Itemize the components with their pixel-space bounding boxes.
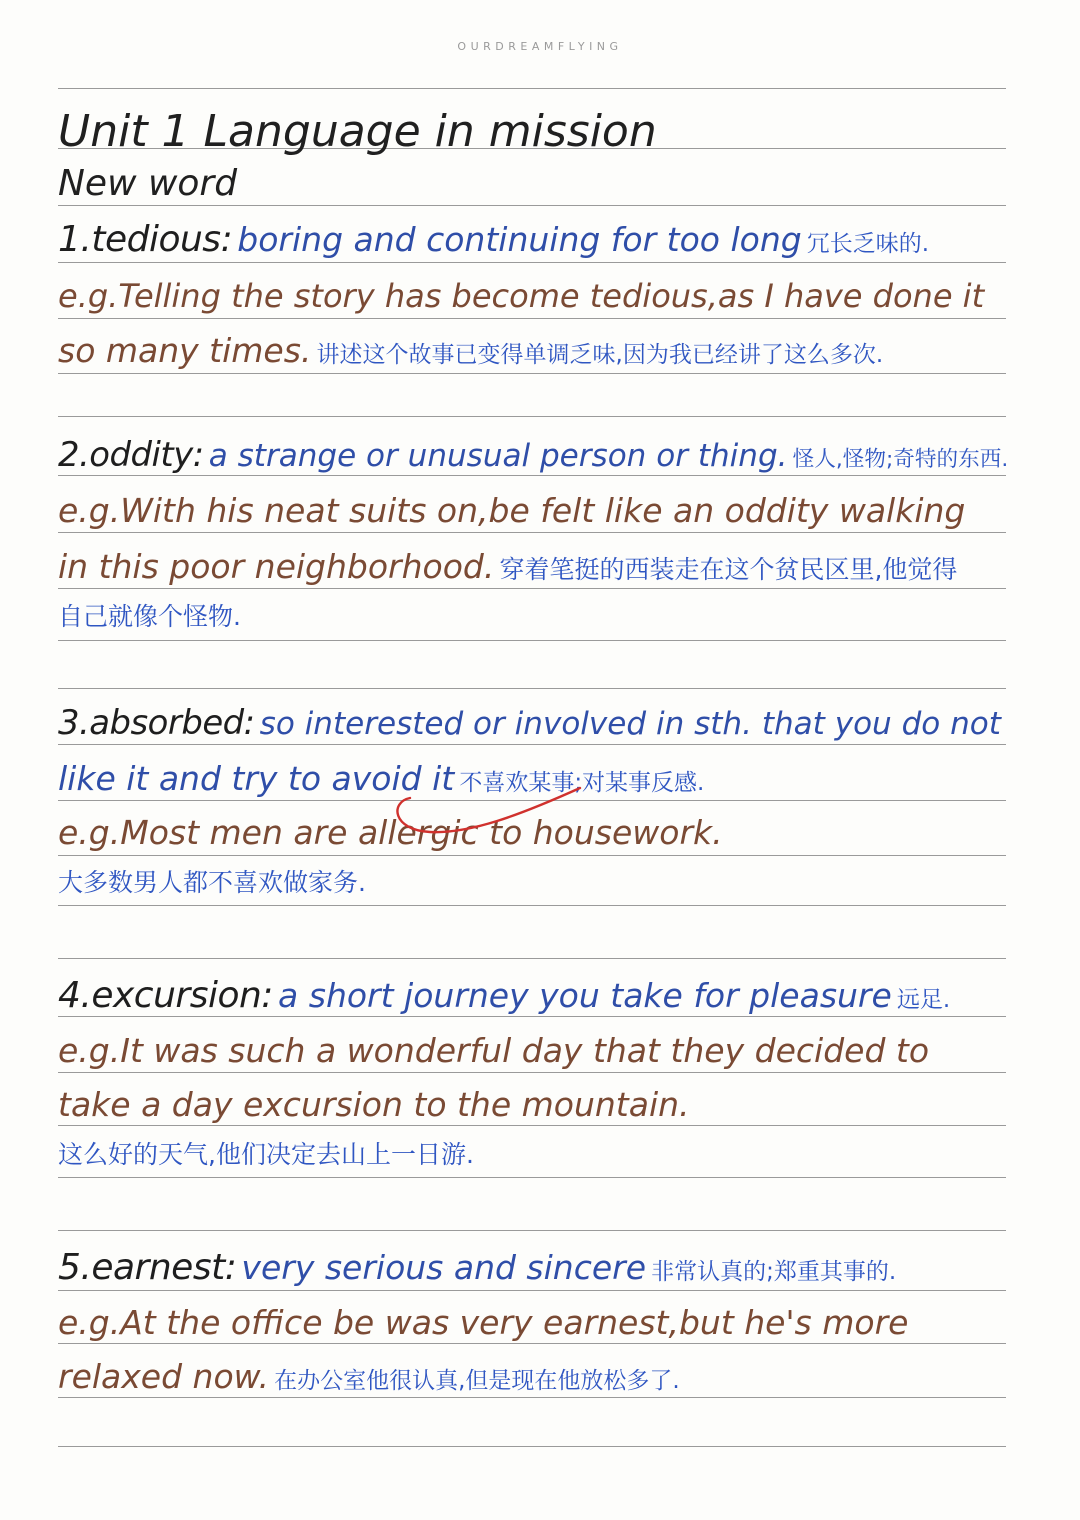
ruled-line [58, 1125, 1006, 1126]
ruled-line [58, 905, 1006, 906]
ruled-line [58, 1177, 1006, 1178]
entry-definition: very serious and sincere [241, 1248, 647, 1287]
entry-example-zh: 穿着笔挺的西装走在这个贫民区里,他觉得 [499, 555, 958, 584]
entry-definition-zh: 远足. [896, 987, 951, 1013]
entry-definition-line [58, 219, 1008, 260]
ruled-line [58, 373, 1006, 374]
ruled-line [58, 1230, 1006, 1231]
ruled-line [58, 1343, 1006, 1344]
ruled-line [58, 475, 1006, 476]
entry-definition-zh: 怪人,怪物;奇特的东西. [792, 447, 1009, 472]
entry-example: e.g.Most men are allergic to housework. [58, 813, 723, 852]
ruled-line [58, 88, 1006, 89]
entry-example-line [58, 331, 1008, 370]
ruled-line [58, 532, 1006, 533]
ruled-line [58, 855, 1006, 856]
entry-definition-line [58, 759, 1008, 798]
entry-example: e.g.Telling the story has become tedious,as I have done it [58, 277, 985, 315]
entry-definition: boring and continuing for too long [237, 220, 802, 259]
ruled-line [58, 1397, 1006, 1398]
ruled-line [58, 205, 1006, 206]
entry-example-line [58, 547, 1008, 586]
entry-definition: a short journey you take for pleasure [278, 976, 892, 1015]
entry-example-cont: take a day excursion to the mountain. [58, 1085, 690, 1124]
ruled-line [58, 640, 1006, 641]
entry-example-cont: in this poor neighborhood. [58, 547, 495, 586]
ruled-line [58, 1446, 1006, 1447]
entry-example-zh: 讲述这个故事已变得单调乏味,因为我已经讲了这么多次. [316, 342, 884, 368]
watermark: OURDREAMFLYING [457, 40, 623, 53]
ruled-line [58, 262, 1006, 263]
entry-example-zh-cont: 自己就像个怪物. [58, 602, 241, 631]
entry-definition-zh: 非常认真的;郑重其事的. [651, 1259, 897, 1285]
entry-definition-line [58, 435, 1009, 474]
entry-definition-line [58, 703, 1008, 742]
entry-example-zh: 大多数男人都不喜欢做家务. [58, 868, 366, 897]
ruled-line [58, 318, 1006, 319]
ruled-line [58, 744, 1006, 745]
entry-word: 3.absorbed: [58, 703, 255, 742]
ruled-line [58, 800, 1006, 801]
entry-definition: so interested or involved in sth. that you do not [259, 706, 1001, 742]
entry-definition-line [58, 975, 1008, 1016]
ruled-line [58, 958, 1006, 959]
section-heading: New word [58, 163, 238, 204]
entry-example-zh: 这么好的天气,他们决定去山上一日游. [58, 1140, 474, 1169]
ruled-line [58, 1290, 1006, 1291]
entry-example-cont: relaxed now. [58, 1357, 270, 1396]
ruled-line [58, 688, 1006, 689]
entry-word: 4.excursion: [58, 975, 273, 1016]
entry-example: e.g.At the office be was very earnest,but he's more [58, 1303, 909, 1342]
ruled-line [58, 416, 1006, 417]
entry-definition: a strange or unusual person or thing. [208, 438, 788, 474]
entry-example-zh: 在办公室他很认真,但是现在他放松多了. [274, 1368, 680, 1394]
entry-example: e.g.It was such a wonderful day that they decided to [58, 1031, 930, 1070]
entry-example: e.g.With his neat suits on,be felt like an oddity walking [58, 491, 966, 530]
entry-example-cont: so many times. [58, 331, 312, 370]
ruled-line [58, 1016, 1006, 1017]
entry-definition-cont: like it and try to avoid it [58, 759, 455, 798]
entry-definition-zh: 不喜欢某事;对某事反感. [459, 770, 705, 796]
entry-word: 5.earnest: [58, 1247, 237, 1288]
entry-word: 2.oddity: [58, 435, 204, 474]
ruled-line [58, 588, 1006, 589]
entry-word: 1.tedious: [58, 219, 233, 260]
unit-title: Unit 1 Language in mission [58, 106, 657, 157]
entry-example-line [58, 1357, 1008, 1396]
ruled-line [58, 1072, 1006, 1073]
entry-definition-line [58, 1247, 1008, 1288]
entry-definition-zh: 冗长乏味的. [806, 231, 930, 257]
